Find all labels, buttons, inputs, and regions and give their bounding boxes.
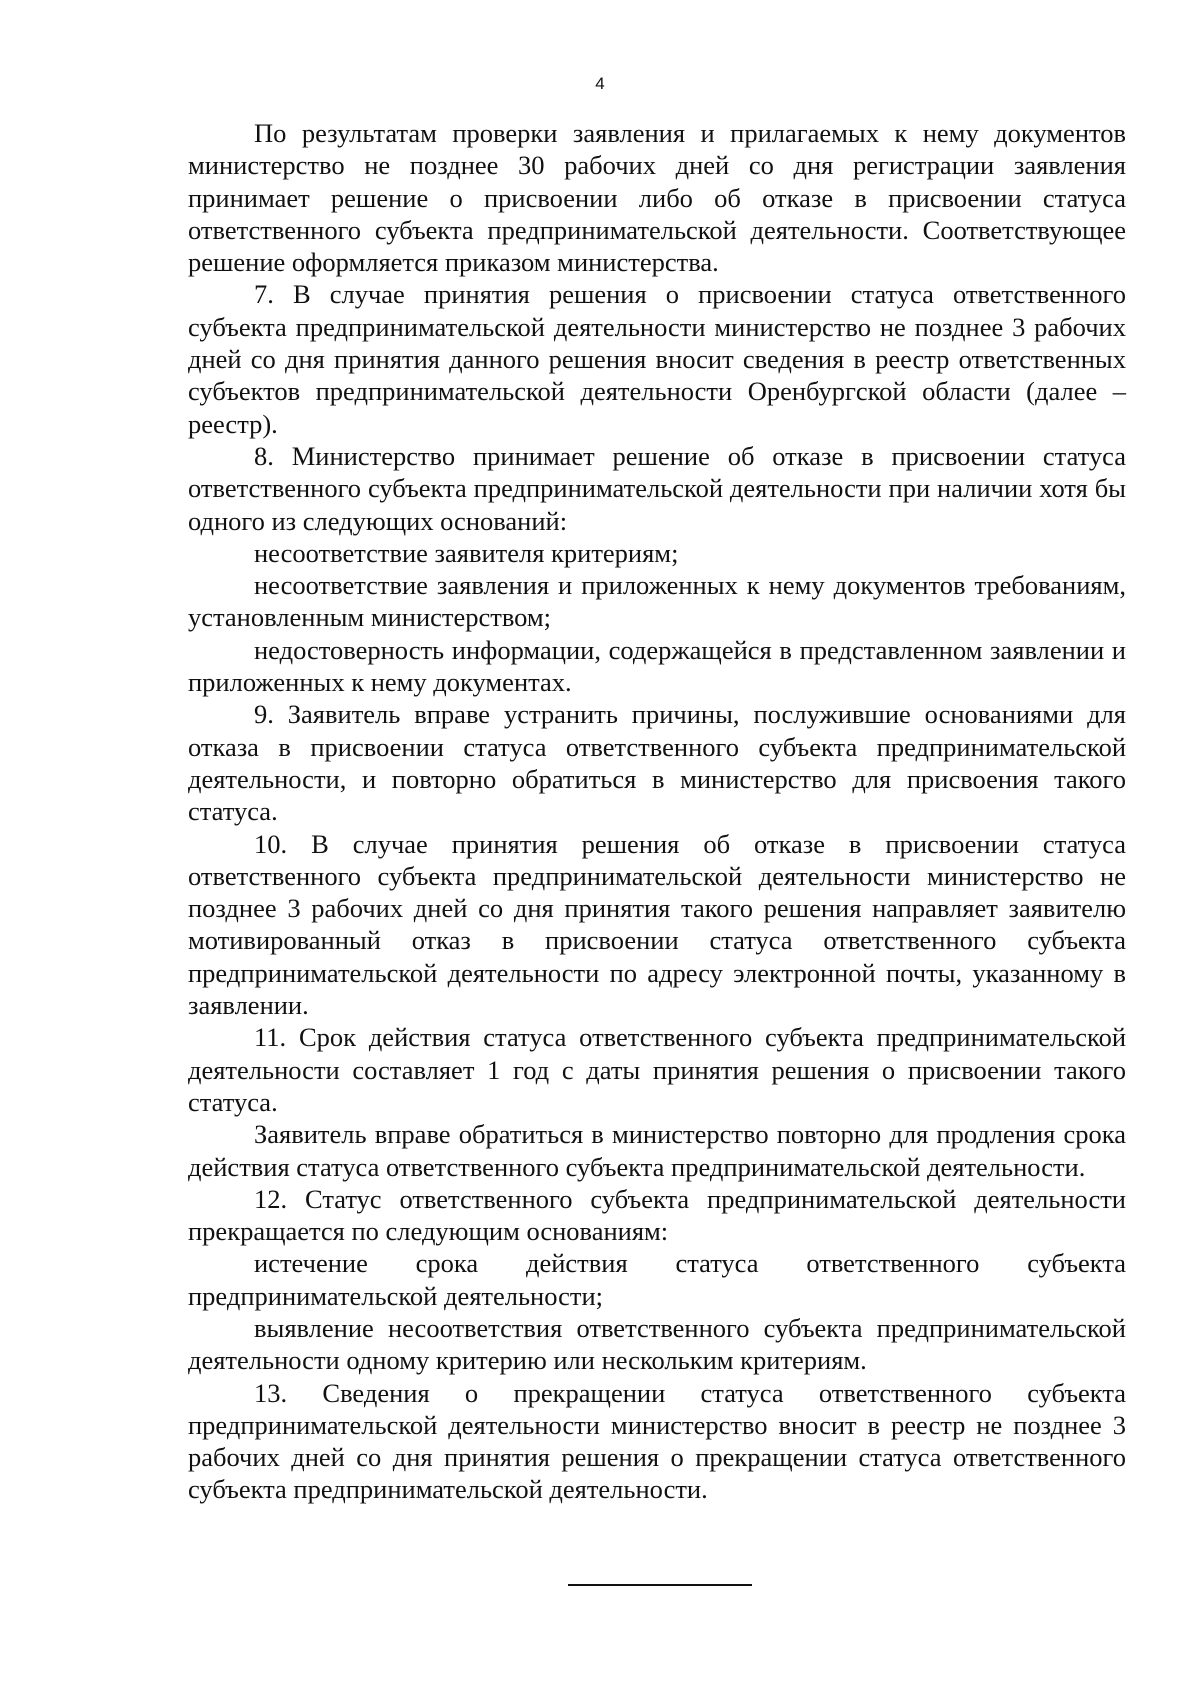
page-number: 4 <box>595 74 605 93</box>
paragraph-12-termination-grounds: 12. Статус ответственного субъекта предпринимательской деятельности прекращается по следующим основаниям: <box>188 1183 1126 1247</box>
list-item-unreliable-info: недостоверность информации, содержащейся в представленном заявлении и приложенных к нему документах. <box>188 634 1126 698</box>
end-of-document-rule <box>568 1584 752 1586</box>
document-body <box>188 117 1126 1506</box>
paragraph-review-decision: По результатам проверки заявления и прилагаемых к нему документов министерство не позднее 30 рабочих дней со дня регистрации заявления принимает решение о присвоении либо об отказе в присвоении статуса ответственного субъекта предпринимательской деятельности. Соответствующее решение оформляется приказом министерства. <box>188 118 1126 278</box>
paragraph-13-termination-registry: 13. Сведения о прекращении статуса ответственного субъекта предпринимательской деятельности министерство вносит в реестр не позднее 3 рабочих дней со дня принятия решения о прекращении статуса ответственного субъекта предпринимательской деятельности. <box>188 1377 1126 1505</box>
list-item-criteria-nonconformity: выявление несоответствия ответственного субъекта предпринимательской деятельности одному критерию или нескольким критериям. <box>188 1312 1126 1376</box>
paragraph-10-refusal-notice: 10. В случае принятия решения об отказе в присвоении статуса ответственного субъекта предпринимательской деятельности министерство не позднее 3 рабочих дней со дня принятия такого решения направляет заявителю мотивированный отказ в присвоении статуса ответственного субъекта предпринимательской деятельности по адресу электронной почты, указанному в заявлении. <box>188 828 1126 1021</box>
paragraph-11-validity-term: 11. Срок действия статуса ответственного субъекта предпринимательской деятельности составляет 1 год с даты принятия решения о присвоении такого статуса. <box>188 1022 1126 1117</box>
list-item-term-expiry: истечение срока действия статуса ответственного субъекта предпринимательской деятельности; <box>188 1248 1126 1311</box>
list-item-documents-mismatch: несоответствие заявления и приложенных к нему документов требованиям, установленным министерством; <box>188 570 1126 633</box>
paragraph-8-refusal-grounds: 8. Министерство принимает решение об отказе в присвоении статуса ответственного субъекта предпринимательской деятельности при наличии хотя бы одного из следующих оснований: <box>188 440 1126 536</box>
paragraph-11-extension: Заявитель вправе обратиться в министерство повторно для продления срока действия статуса ответственного субъекта предпринимательской деятельности. <box>188 1119 1126 1182</box>
list-item-criteria-mismatch: несоответствие заявителя критериям; <box>254 537 679 568</box>
paragraph-7-registry-entry: 7. В случае принятия решения о присвоении статуса ответственного субъекта предпринимательской деятельности министерство не позднее 3 рабочих дней со дня принятия данного решения вносит сведения в реестр ответственных субъектов предпринимательской деятельности Оренбургской области (далее – реестр). <box>188 279 1126 439</box>
paragraph-9-reapply: 9. Заявитель вправе устранить причины, послужившие основаниями для отказа в присвоении статуса ответственного субъекта предпринимательской деятельности, и повторно обратиться в министерство для присвоения такого статуса. <box>188 699 1126 827</box>
